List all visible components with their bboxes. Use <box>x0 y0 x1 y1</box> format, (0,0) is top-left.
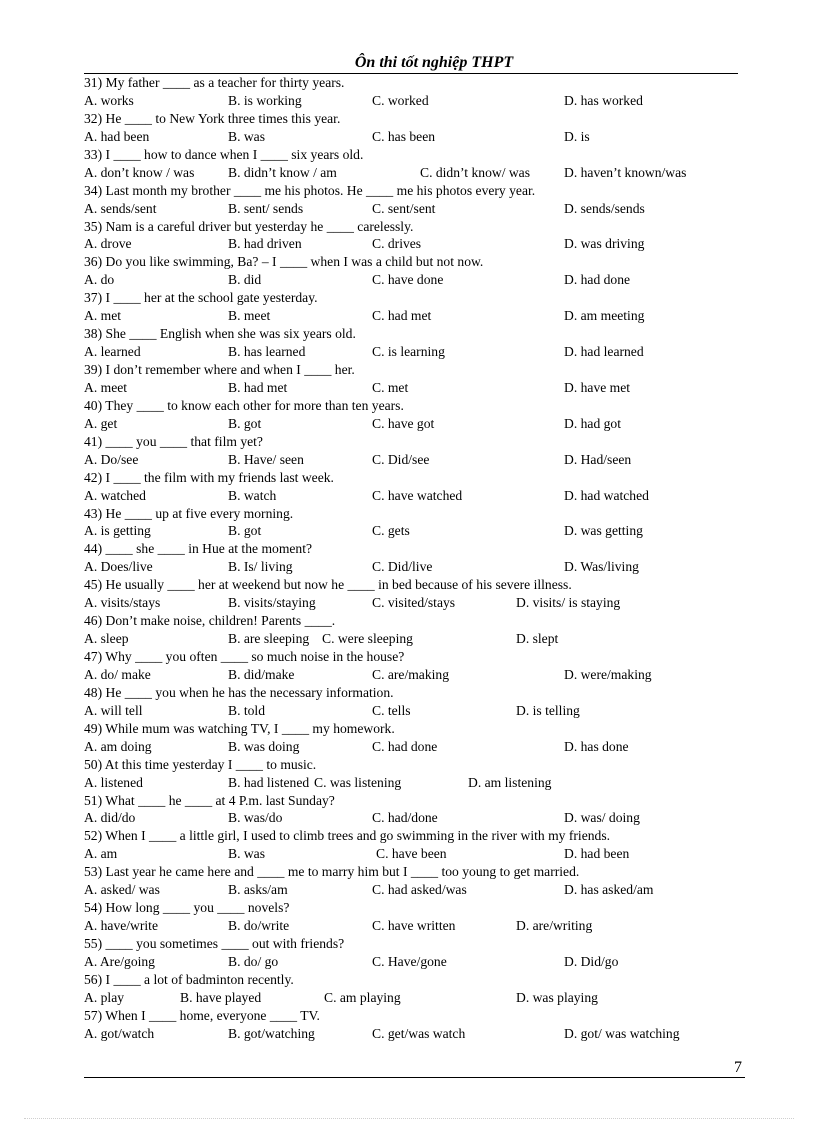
answer-option-a: A. listened <box>84 774 143 790</box>
answer-options <box>84 917 744 935</box>
answer-option-b: B. meet <box>228 308 271 324</box>
answer-option-a: A. is getting <box>84 523 151 539</box>
question-text: 35) Nam is a careful driver but yesterday he ____ carelessly. <box>84 218 414 234</box>
answer-options <box>84 379 744 397</box>
question-text: 47) Why ____ you often ____ so much noise in the house? <box>84 649 405 664</box>
answer-option-d: D. has asked/am <box>564 882 654 898</box>
answer-option-b: B. got <box>228 415 262 431</box>
answer-options <box>84 343 744 361</box>
answer-options <box>84 415 744 433</box>
answer-option-c: C. have got <box>372 415 435 431</box>
question-list <box>84 74 744 1043</box>
answer-option-a: A. am <box>84 846 118 862</box>
answer-option-d: D. sends/sends <box>564 200 645 216</box>
question-text: 36) Do you like swimming, Ba? – I ____ when I was a child but not now. <box>84 254 484 270</box>
question-text: 41) ____ you ____ that film yet? <box>84 433 263 449</box>
answer-option-b: B. Is/ living <box>228 559 293 575</box>
answer-option-c: C. had asked/was <box>372 882 467 898</box>
question-text: 54) How long ____ you ____ novels? <box>84 900 290 916</box>
answer-option-a: A. do/ make <box>84 666 151 682</box>
answer-options <box>84 1025 744 1043</box>
answer-option-a: A. Are/going <box>84 953 155 969</box>
answer-option-d: D. have met <box>564 379 631 395</box>
answer-option-d: D. had done <box>564 272 631 288</box>
answer-options <box>84 522 744 540</box>
answer-options <box>84 92 744 110</box>
answer-option-b: B. did <box>228 272 262 288</box>
answer-options <box>84 845 744 863</box>
answer-option-c: C. had/done <box>372 810 438 826</box>
answer-option-a: A. don’t know / was <box>84 164 195 180</box>
answer-options <box>84 128 744 146</box>
answer-options <box>84 558 744 576</box>
answer-options <box>84 235 744 253</box>
question-text: 43) He ____ up at five every morning. <box>84 505 294 521</box>
answer-option-a: A. Do/see <box>84 451 139 467</box>
answer-option-a: A. works <box>84 92 134 108</box>
answer-option-b: B. watch <box>228 487 277 503</box>
answer-option-a: A. had been <box>84 128 150 144</box>
answer-options <box>84 738 744 756</box>
answer-option-c: C. has been <box>372 128 436 144</box>
answer-option-a: A. am doing <box>84 738 152 754</box>
answer-option-c: C. Have/gone <box>372 953 447 969</box>
answer-option-d: D. has done <box>564 738 629 754</box>
question-text: 37) I ____ her at the school gate yesterday. <box>84 290 318 306</box>
question-text: 52) When I ____ a little girl, I used to climb trees and go swimming in the river with my friends. <box>84 828 611 844</box>
answer-option-d: D. am listening <box>468 774 552 790</box>
question-text: 34) Last month my brother ____ me his photos. He ____ me his photos every year. <box>84 182 536 198</box>
page-title: Ôn thi tốt nghiệp THPT <box>354 54 514 71</box>
answer-options <box>84 989 744 1007</box>
question-text: 57) When I ____ home, everyone ____ TV. <box>84 1007 320 1023</box>
answer-option-d: D. Did/go <box>564 953 619 969</box>
answer-options <box>84 487 744 505</box>
answer-options <box>84 451 744 469</box>
answer-option-b: B. do/ go <box>228 953 279 969</box>
answer-option-b: B. got/watching <box>228 1025 315 1041</box>
answer-options <box>84 164 744 182</box>
answer-option-d: D. had learned <box>564 344 644 360</box>
answer-options <box>84 881 744 899</box>
answer-option-b: B. had met <box>228 379 288 395</box>
answer-option-b: B. asks/am <box>228 882 288 898</box>
answer-option-d: D. is telling <box>516 702 580 718</box>
answer-option-c: C. am playing <box>324 989 401 1005</box>
question-text: 46) Don’t make noise, children! Parents ____. <box>84 613 336 629</box>
answer-option-d: D. slept <box>516 631 559 647</box>
answer-options <box>84 271 744 289</box>
answer-option-a: A. do <box>84 272 115 288</box>
question-text: 31) My father ____ as a teacher for thirty years. <box>84 75 345 90</box>
answer-options <box>84 307 744 325</box>
answer-option-c: C. drives <box>372 236 422 252</box>
answer-option-d: D. are/writing <box>516 918 593 934</box>
answer-option-a: A. have/write <box>84 918 158 934</box>
answer-option-a: A. drove <box>84 236 132 252</box>
answer-option-b: B. do/write <box>228 918 290 934</box>
answer-option-a: A. watched <box>84 487 146 503</box>
answer-option-a: A. sleep <box>84 631 129 647</box>
answer-option-d: D. is <box>564 128 590 144</box>
answer-option-a: A. asked/ was <box>84 882 160 898</box>
answer-options <box>84 953 744 971</box>
page-number: 7 <box>734 1059 742 1076</box>
answer-option-b: B. was <box>228 846 266 862</box>
answer-option-c: C. didn’t know/ was <box>420 164 531 180</box>
question-text: 32) He ____ to New York three times this year. <box>84 110 341 126</box>
answer-option-c: C. have been <box>376 846 447 862</box>
answer-option-d: D. visits/ is staying <box>516 595 621 611</box>
answer-options <box>84 594 744 612</box>
answer-option-a: A. get <box>84 415 118 431</box>
answer-options <box>84 200 744 218</box>
answer-option-c: C. was listening <box>314 774 402 790</box>
answer-option-d: D. got/ was watching <box>564 1025 680 1041</box>
question-text: 51) What ____ he ____ at 4 P.m. last Sunday? <box>84 792 335 808</box>
answer-option-d: D. Had/seen <box>564 451 632 467</box>
answer-option-a: A. meet <box>84 379 128 395</box>
answer-options <box>84 702 744 720</box>
answer-option-c: C. is learning <box>372 344 445 360</box>
answer-option-c: C. worked <box>372 92 429 108</box>
question-text: 55) ____ you sometimes ____ out with friends? <box>84 936 345 951</box>
answer-option-b: B. Have/ seen <box>228 451 304 467</box>
question-text: 40) They ____ to know each other for more than ten years. <box>84 397 404 413</box>
answer-option-b: B. has learned <box>228 344 306 360</box>
answer-option-c: C. tells <box>372 702 411 718</box>
question-text: 50) At this time yesterday I ____ to music. <box>84 756 317 772</box>
answer-options <box>84 809 744 827</box>
answer-option-d: D. were/making <box>564 666 652 682</box>
answer-option-d: D. was getting <box>564 523 643 539</box>
answer-option-c: C. sent/sent <box>372 200 436 216</box>
answer-option-b: B. was <box>228 128 266 144</box>
answer-option-d: D. had been <box>564 846 630 862</box>
answer-option-a: A. did/do <box>84 810 136 826</box>
answer-option-b: B. are sleeping <box>228 631 310 647</box>
answer-option-c: C. were sleeping <box>322 631 413 647</box>
answer-option-c: C. gets <box>372 523 410 539</box>
answer-option-b: B. told <box>228 702 266 718</box>
answer-option-c: C. had met <box>372 308 432 324</box>
answer-option-d: D. was playing <box>516 989 598 1005</box>
question-text: 49) While mum was watching TV, I ____ my homework. <box>84 720 395 736</box>
answer-option-c: C. Did/live <box>372 559 433 575</box>
answer-option-b: B. had listened <box>228 774 310 790</box>
answer-option-a: A. Does/live <box>84 559 153 575</box>
answer-option-b: B. did/make <box>228 666 295 682</box>
answer-options <box>84 774 744 792</box>
footer-divider <box>84 1077 745 1078</box>
answer-options <box>84 630 744 648</box>
answer-option-b: B. visits/staying <box>228 595 316 611</box>
question-text: 38) She ____ English when she was six years old. <box>84 326 356 342</box>
answer-option-d: D. Was/living <box>564 559 639 575</box>
answer-option-c: C. visited/stays <box>372 595 456 611</box>
answer-option-d: D. am meeting <box>564 308 645 324</box>
answer-option-d: D. was/ doing <box>564 810 640 826</box>
answer-option-b: B. sent/ sends <box>228 200 304 216</box>
answer-option-b: B. didn’t know / am <box>228 164 337 180</box>
answer-option-b: B. was/do <box>228 810 283 826</box>
answer-option-d: D. was driving <box>564 236 645 252</box>
answer-option-a: A. met <box>84 308 121 324</box>
question-text: 53) Last year he came here and ____ me to marry him but I ____ too young to get married. <box>84 864 580 880</box>
answer-option-b: B. had driven <box>228 236 302 252</box>
question-text: 56) I ____ a lot of badminton recently. <box>84 971 294 987</box>
answer-option-c: C. are/making <box>372 666 450 682</box>
answer-option-b: B. have played <box>180 989 262 1005</box>
answer-options <box>84 666 744 684</box>
answer-option-c: C. met <box>372 379 409 395</box>
question-text: 33) I ____ how to dance when I ____ six years old. <box>84 146 364 162</box>
answer-option-c: C. have written <box>372 918 456 934</box>
answer-option-a: A. learned <box>84 344 141 360</box>
answer-option-d: D. had watched <box>564 487 649 503</box>
question-text: 42) I ____ the film with my friends last week. <box>84 469 334 485</box>
answer-option-b: B. got <box>228 523 262 539</box>
answer-option-a: A. visits/stays <box>84 595 161 611</box>
answer-option-b: B. is working <box>228 92 302 108</box>
answer-option-a: A. got/watch <box>84 1025 155 1041</box>
answer-option-b: B. was doing <box>228 738 300 754</box>
answer-option-c: C. have watched <box>372 487 463 503</box>
answer-option-a: A. will tell <box>84 702 143 718</box>
answer-option-c: C. have done <box>372 272 444 288</box>
answer-option-a: A. sends/sent <box>84 200 157 216</box>
answer-option-a: A. play <box>84 989 125 1005</box>
question-text: 39) I don’t remember where and when I ____ her. <box>84 362 355 377</box>
answer-option-d: D. haven’t known/was <box>564 164 687 180</box>
page-edge-divider <box>24 1118 794 1119</box>
answer-option-d: D. has worked <box>564 92 643 108</box>
question-text: 45) He usually ____ her at weekend but now he ____ in bed because of his severe illness. <box>84 577 572 593</box>
question-text: 48) He ____ you when he has the necessary information. <box>84 684 394 700</box>
answer-option-c: C. get/was watch <box>372 1025 466 1041</box>
answer-option-d: D. had got <box>564 415 622 431</box>
question-text: 44) ____ she ____ in Hue at the moment? <box>84 541 313 557</box>
answer-option-c: C. Did/see <box>372 451 430 467</box>
answer-option-c: C. had done <box>372 738 438 754</box>
